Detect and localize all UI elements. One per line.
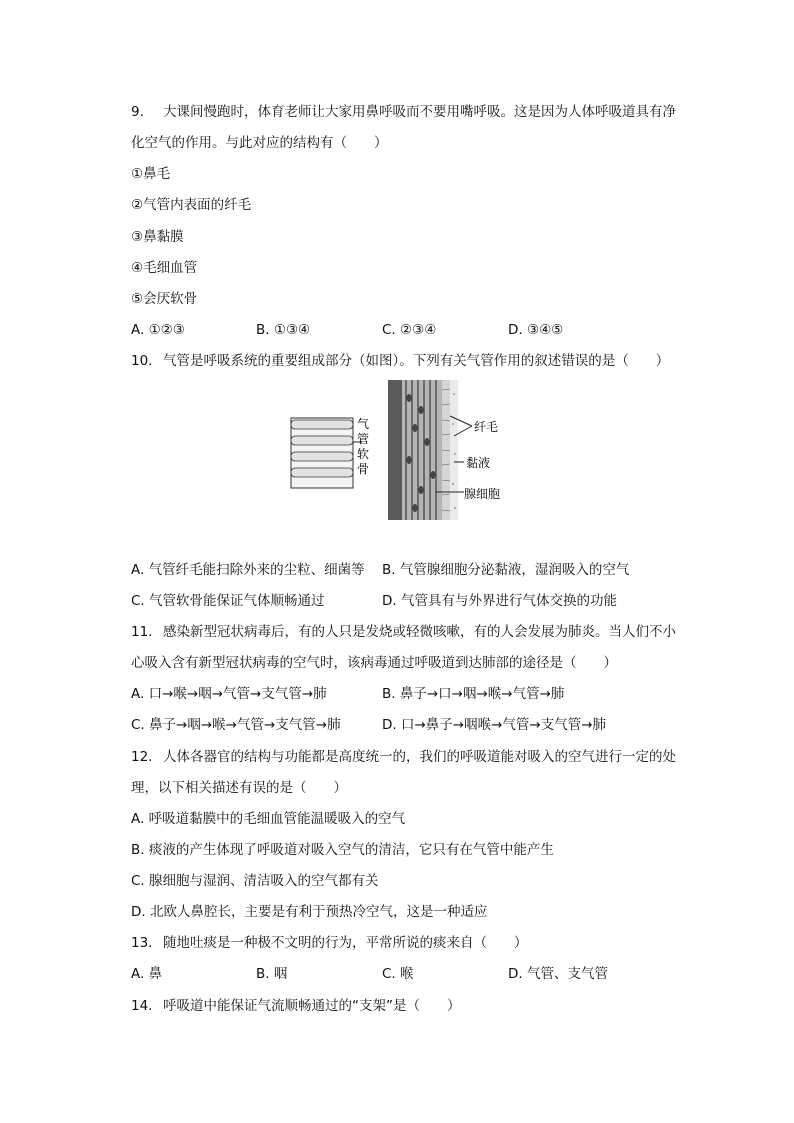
q14-stem: 14. 呼吸道中能保证气流顺畅通过的“支架”是（ ） bbox=[131, 998, 461, 1014]
q13-option-c: C. 喉 bbox=[382, 966, 414, 982]
label-mucus: 黏液 bbox=[466, 456, 491, 470]
q10-number: 10. bbox=[131, 353, 153, 369]
q10-stem: 10. 气管是呼吸系统的重要组成部分（如图）。下列有关气管作用的叙述错误的是（ ） bbox=[131, 353, 670, 369]
q9-item-3: ③鼻黏膜 bbox=[131, 229, 184, 245]
q12-stem-line2: 理，以下相关描述有误的是（ ） bbox=[131, 780, 347, 796]
q9-item-5: ⑤会厌软骨 bbox=[131, 291, 198, 307]
q11-option-a: A. 口→喉→咽→气管→支气管→肺 bbox=[131, 686, 327, 702]
trachea-diagram bbox=[288, 380, 518, 522]
q9-item-1: ①鼻毛 bbox=[131, 166, 171, 182]
q9-stem-line1: 9. 大课间慢跑时，体育老师让大家用鼻呼吸而不要用嘴呼吸。这是因为人体呼吸道具有净 bbox=[131, 104, 676, 120]
q13-option-a: A. 鼻 bbox=[131, 966, 163, 982]
q9-item-4: ④毛细血管 bbox=[131, 260, 198, 276]
q12-option-a: A. 呼吸道黏膜中的毛细血管能温暖吸入的空气 bbox=[131, 811, 406, 827]
q9-stem-line2: 化空气的作用。与此对应的结构有（ ） bbox=[131, 135, 388, 151]
q9-option-b: B. ①③④ bbox=[256, 322, 311, 338]
q13-option-b: B. 咽 bbox=[256, 966, 288, 982]
q11-option-b: B. 鼻子→口→咽→喉→气管→肺 bbox=[382, 686, 565, 702]
q10-option-b: B. 气管腺细胞分泌黏液，湿润吸入的空气 bbox=[382, 562, 630, 578]
q9-option-a: A. ①②③ bbox=[131, 322, 185, 338]
q11-stem-line1: 11. 感染新型冠状病毒后，有的人只是发烧或轻微咳嗽，有的人会发展为肺炎。当人们不小 bbox=[131, 624, 676, 640]
cartilage-label-4: 骨 bbox=[357, 462, 370, 476]
q10-option-d: D. 气管具有与外界进行气体交换的功能 bbox=[382, 593, 617, 609]
q11-option-d: D. 口→鼻子→咽喉→气管→支气管→肺 bbox=[382, 717, 607, 733]
q9-number: 9. bbox=[131, 104, 144, 120]
q12-stem-line1: 12. 人体各器官的结构与功能都是高度统一的，我们的呼吸道能对吸入的空气进行一定的处 bbox=[131, 749, 676, 765]
q9-item-2: ②气管内表面的纤毛 bbox=[131, 197, 252, 213]
trachea-figure bbox=[288, 380, 518, 522]
label-cilia: 纤毛 bbox=[474, 420, 499, 434]
label-gland-cell: 腺细胞 bbox=[464, 487, 501, 501]
trachea-cartilage-drawing bbox=[291, 418, 362, 488]
q12-number: 12. bbox=[131, 749, 153, 765]
q11-option-c: C. 鼻子→咽→喉→气管→支气管→肺 bbox=[131, 717, 341, 733]
trachea-wall-section bbox=[388, 380, 472, 520]
q13-option-d: D. 气管、支气管 bbox=[508, 966, 608, 982]
cartilage-label-2: 管 bbox=[357, 432, 370, 446]
q11-number: 11. bbox=[131, 624, 153, 640]
q9-option-d: D. ③④⑤ bbox=[508, 322, 564, 338]
q12-option-b: B. 痰液的产生体现了呼吸道对吸入空气的清洁，它只有在气管中能产生 bbox=[131, 842, 554, 858]
q12-option-d: D. 北欧人鼻腔长，主要是有利于预热冷空气，这是一种适应 bbox=[131, 904, 488, 920]
cartilage-label-1: 气 bbox=[357, 417, 370, 431]
q12-option-c: C. 腺细胞与湿润、清洁吸入的空气都有关 bbox=[131, 873, 379, 889]
q9-option-c: C. ②③④ bbox=[382, 322, 437, 338]
q10-option-a: A. 气管纤毛能扫除外来的尘粒、细菌等 bbox=[131, 562, 365, 578]
q13-stem: 13. 随地吐痰是一种极不文明的行为，平常所说的痰来自（ ） bbox=[131, 935, 528, 951]
q13-number: 13. bbox=[131, 935, 153, 951]
q14-number: 14. bbox=[131, 998, 153, 1014]
cartilage-label-3: 软 bbox=[357, 447, 370, 461]
q11-stem-line2: 心吸入含有新型冠状病毒的空气时，该病毒通过呼吸道到达肺部的途径是（ ） bbox=[131, 655, 617, 671]
q10-option-c: C. 气管软骨能保证气体顺畅通过 bbox=[131, 593, 325, 609]
